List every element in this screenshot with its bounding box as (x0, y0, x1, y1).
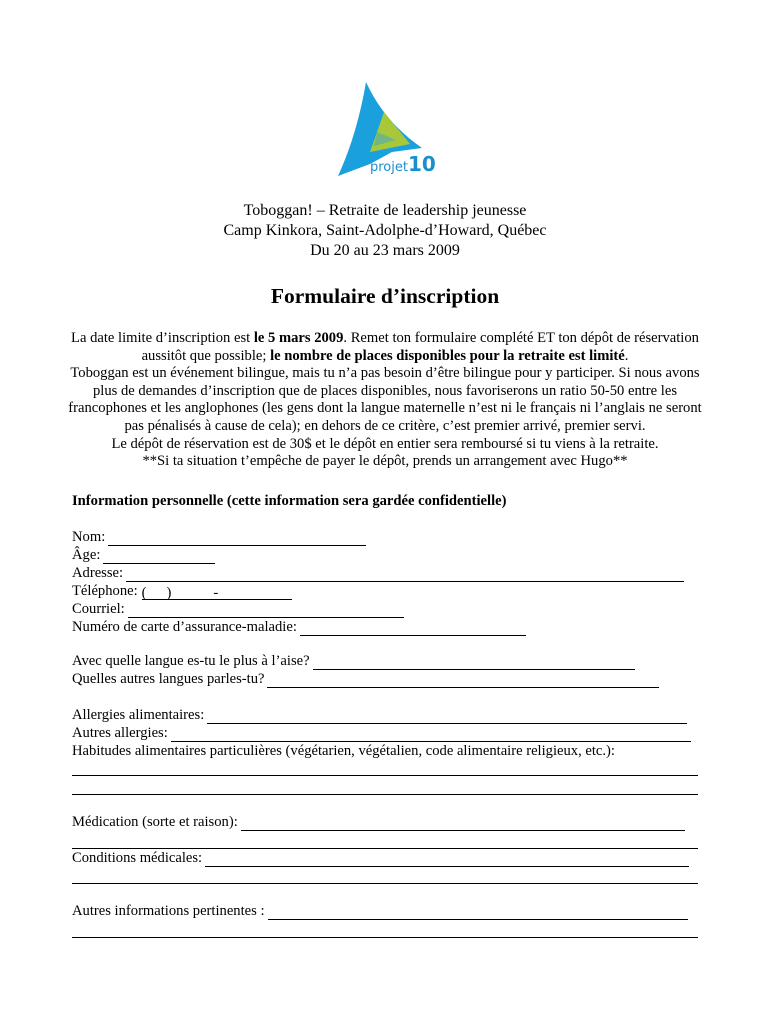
dietary-habits-line-2[interactable] (72, 794, 698, 795)
deposit-notice: Le dépôt de réservation est de 30$ et le dépôt en entier sera remboursé si tu viens à la retraite. (111, 435, 659, 452)
section-title: Information personnelle (cette information sera gardée confidentielle) (72, 493, 507, 509)
health-card-number-field[interactable]: Numéro de carte d’assurance-maladie: (72, 618, 526, 636)
logo-text: projet10 (370, 152, 436, 176)
event-location: Camp Kinkora, Saint-Adolphe-d’Howard, Québec (223, 222, 547, 239)
bilingual-notice: Toboggan est un événement bilingue, mais tu n’a pas besoin d’être bilingue pour y participer. Si nous avons plus de demandes d’inscription que de places disponibles, nous favoriserons un ratio 50-50 entre les francophones et les anglophones (les gens dont la langue maternelle n’est ni le français ni l’anglais ne seront pas pénalisés à cause de cela); en dehors de ce critère, c’est premier arrivé, premier servi. (68, 365, 702, 434)
dietary-habits-label: Habitudes alimentaires particulières (végétarien, végétalien, code alimentaire religieux, etc.): (72, 743, 615, 759)
deadline: le 5 mars 2009 (253, 330, 344, 346)
deposit-arrangement-notice: **Si ta situation t’empêche de payer le dépôt, prends un arrangement avec Hugo** (142, 453, 628, 470)
email-field[interactable]: Courriel: (72, 600, 404, 618)
phone-field[interactable]: Téléphone: ( ) - (72, 582, 292, 600)
other-languages-field[interactable]: Quelles autres langues parles-tu? (72, 670, 659, 688)
intro-text: La date limite d’inscription est le 5 mars 2009. Remet ton formulaire complété ET ton dépôt de réservation aussitôt que possible; le nombre de places disponibles pour la retraite est limité. Toboggan est un événement bilingue, mais tu n’a pas besoin d’être bilingue pour y participer. Si nous avons plus de demandes d’inscription que de places disponibles, nous favoriserons un ratio 50-50 entre les francophones et les anglophones (les gens dont la langue maternelle n’est ni le français ni l’anglais ne seront pas pénalisés à cause de cela); en dehors de ce critère, c’est premier arrivé, premier servi. Le dépôt de réservation est de 30$ et le dépôt en entier sera remboursé si tu viens à la retraite. **Si ta situation t’empêche de payer le dépôt, prends un arrangement avec Hugo** (68, 330, 702, 470)
food-allergies-field[interactable]: Allergies alimentaires: (72, 706, 687, 724)
form-title: Formulaire d’inscription (270, 284, 500, 308)
address-field[interactable]: Adresse: (72, 564, 684, 582)
event-dates: Du 20 au 23 mars 2009 (310, 242, 460, 259)
dietary-habits-line-1[interactable] (72, 775, 698, 776)
medication-field[interactable]: Médication (sorte et raison): (72, 813, 685, 831)
other-allergies-field[interactable]: Autres allergies: (72, 724, 691, 742)
projet10-logo (330, 78, 440, 188)
age-field[interactable]: Âge: (72, 546, 215, 564)
medical-conditions-line-2[interactable] (72, 883, 698, 884)
limited-places-notice: le nombre de places disponibles pour la retraite est limité (270, 347, 625, 364)
event-name: Toboggan! – Retraite de leadership jeunesse (243, 202, 527, 219)
name-field[interactable]: Nom: (72, 528, 366, 546)
other-info-line-2[interactable] (72, 937, 698, 938)
preferred-language-field[interactable]: Avec quelle langue es-tu le plus à l’aise? (72, 652, 635, 670)
medical-conditions-field[interactable]: Conditions médicales: (72, 849, 689, 867)
other-info-field[interactable]: Autres informations pertinentes : (72, 902, 688, 920)
